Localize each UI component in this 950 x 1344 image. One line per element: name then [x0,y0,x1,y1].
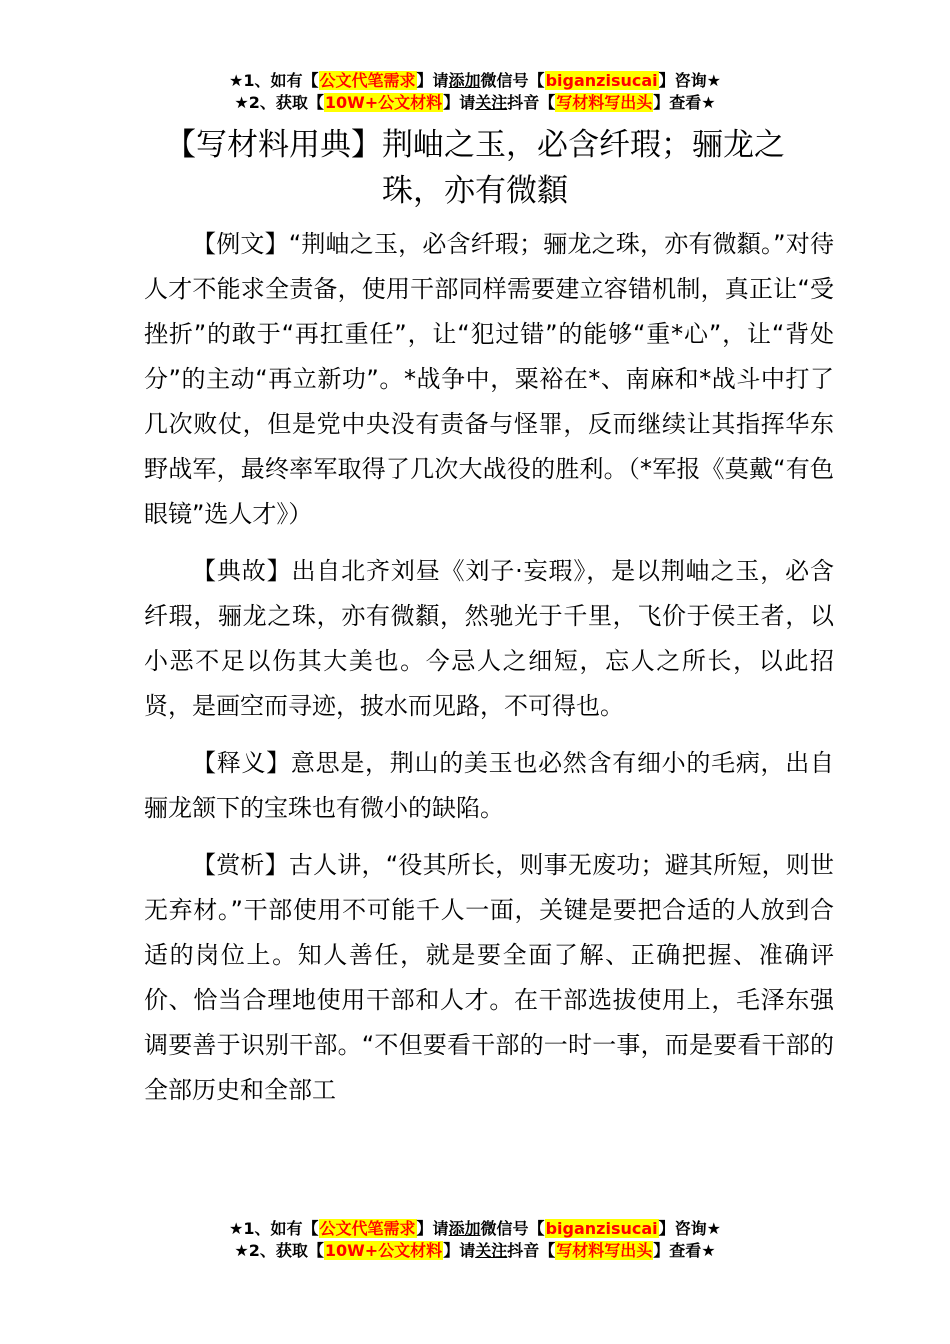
highlight-service: 公文代笔需求 [319,71,416,90]
banner-text: 抖音【 [507,93,556,112]
footer-banner [0,1218,950,1262]
banner-text: 】请 [416,71,449,90]
banner-text: 】请 [443,1241,476,1260]
banner-text: 】咨询★ [658,71,721,90]
banner-text: ★1、如有【 [229,1219,319,1238]
highlight-materials: 10W+公文材料 [324,1241,443,1260]
banner-text: ★2、获取【 [234,93,324,112]
banner-text: ★2、获取【 [234,1241,324,1260]
banner-text: 】查看★ [653,1241,716,1260]
paragraph-allusion: 【典故】出自北齐刘昼《刘子·妄瑕》，是以荆岫之玉，必含纤瑕，骊龙之珠，亦有微纇，然驰光于千里，飞价于侯王者，以小恶不足以伤其大美也。今忌人之细短，忘人之所长，以此招贤，是画空而寻迹，披水而见路，不可得也。 [144,557,834,720]
header-banner [0,70,950,114]
banner-underlined-text: 添加 [448,1219,481,1238]
banner-underlined-text: 添加 [448,71,481,90]
paragraph-meaning: 【释义】意思是，荆山的美玉也必然含有细小的毛病，出自骊龙颔下的宝珠也有微小的缺陷。 [144,749,834,822]
highlight-douyin-account: 写材料写出头 [556,93,653,112]
banner-line-2 [0,92,950,114]
banner-text: 】咨询★ [658,1219,721,1238]
highlight-materials: 10W+公文材料 [324,93,443,112]
banner-text: 微信号【 [480,1219,545,1238]
banner-line-2 [0,1240,950,1262]
banner-text: 】查看★ [653,93,716,112]
document-title: 【写材料用典】荆岫之玉，必含纤瑕；骊龙之珠，亦有微纇 [165,127,785,209]
banner-underlined-text: 关注 [475,93,508,112]
banner-text: ★1、如有【 [229,71,319,90]
banner-text: 】请 [443,93,476,112]
banner-text: 微信号【 [480,71,545,90]
banner-line-1 [0,1218,950,1240]
paragraph-example: 【例文】“荆岫之玉，必含纤瑕；骊龙之珠，亦有微纇。”对待人才不能求全责备，使用干部同样需要建立容错机制，真正让“受挫折”的敢于“再扛重任”，让“犯过错”的能够“重*心”，让“背处分”的主动“再立新功”。*战争中，粟裕在*、南麻和*战斗中打了几次败仗，但是党中央没有责备与怪罪，反而继续让其指挥华东野战军，最终率军取得了几次大战役的胜利。（*军报《莫戴“有色眼镜”选人才》） [144,230,834,528]
banner-text: 抖音【 [507,1241,556,1260]
document-body [144,222,834,1125]
highlight-wechat-id: biganzisucai [545,71,658,90]
highlight-douyin-account: 写材料写出头 [556,1241,653,1260]
banner-text: 】请 [416,1219,449,1238]
paragraph-appreciation: 【赏析】古人讲，“役其所长，则事无废功；避其所短，则世无弃材。”干部使用不可能千人一面，关键是要把合适的人放到合适的岗位上。知人善任，就是要全面了解、正确把握、准确评价、恰当合理地使用干部和人才。在干部选拔使用上，毛泽东强调要善于识别干部。“不但要看干部的一时一事，而是要看干部的全部历史和全部工 [144,851,834,1104]
highlight-wechat-id: biganzisucai [545,1219,658,1238]
banner-underlined-text: 关注 [475,1241,508,1260]
banner-line-1 [0,70,950,92]
highlight-service: 公文代笔需求 [319,1219,416,1238]
